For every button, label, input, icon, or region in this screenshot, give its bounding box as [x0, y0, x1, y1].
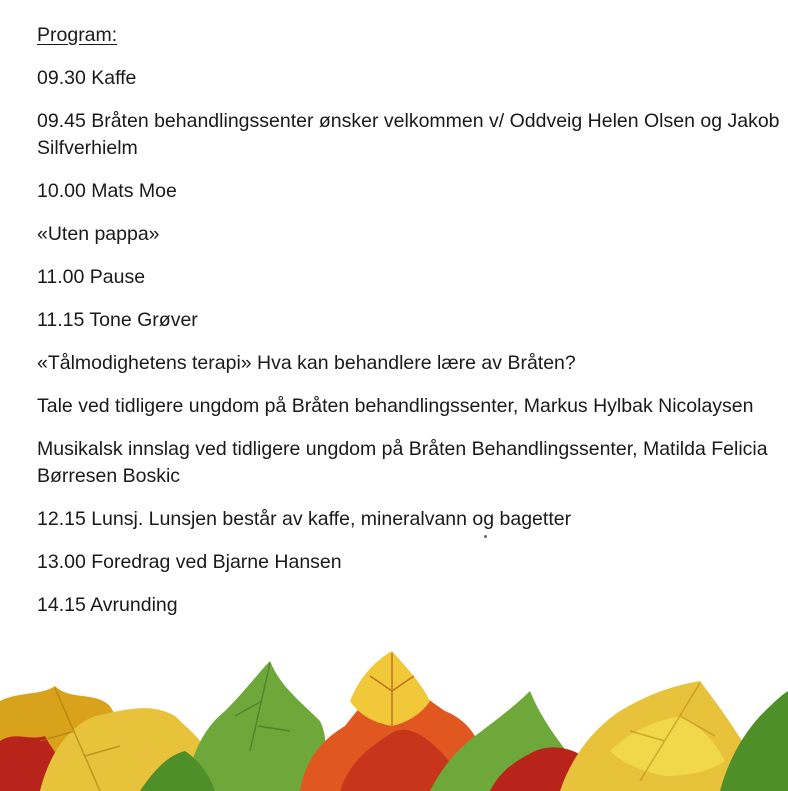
program-document [37, 22, 785, 635]
autumn-leaves-border [0, 631, 788, 791]
program-item: 09.30 Kaffe [37, 67, 137, 89]
program-item: 14.15 Avrunding [37, 594, 178, 616]
program-item: 10.00 Mats Moe [37, 180, 177, 202]
program-item: 13.00 Foredrag ved Bjarne Hansen [37, 551, 342, 573]
program-item: 12.15 Lunsj. Lunsjen består av kaffe, mineralvann og bagetter [37, 508, 572, 530]
program-item: Musikalsk innslag ved tidligere ungdom på Bråten Behandlingssenter, Matilda Felicia Børresen Boskic [37, 438, 768, 487]
program-item: 09.45 Bråten behandlingssenter ønsker velkommen v/ Oddveig Helen Olsen og Jakob Silfverhielm [37, 110, 780, 159]
program-item: «Tålmodighetens terapi» Hva kan behandlere lære av Bråten? [37, 352, 576, 374]
program-item: «Uten pappa» [37, 223, 160, 245]
program-item: 11.15 Tone Grøver [37, 309, 198, 331]
program-item: 11.00 Pause [37, 266, 146, 288]
program-heading: Program: [37, 24, 118, 46]
program-item: Tale ved tidligere ungdom på Bråten behandlingssenter, Markus Hylbak Nicolaysen [37, 395, 754, 417]
